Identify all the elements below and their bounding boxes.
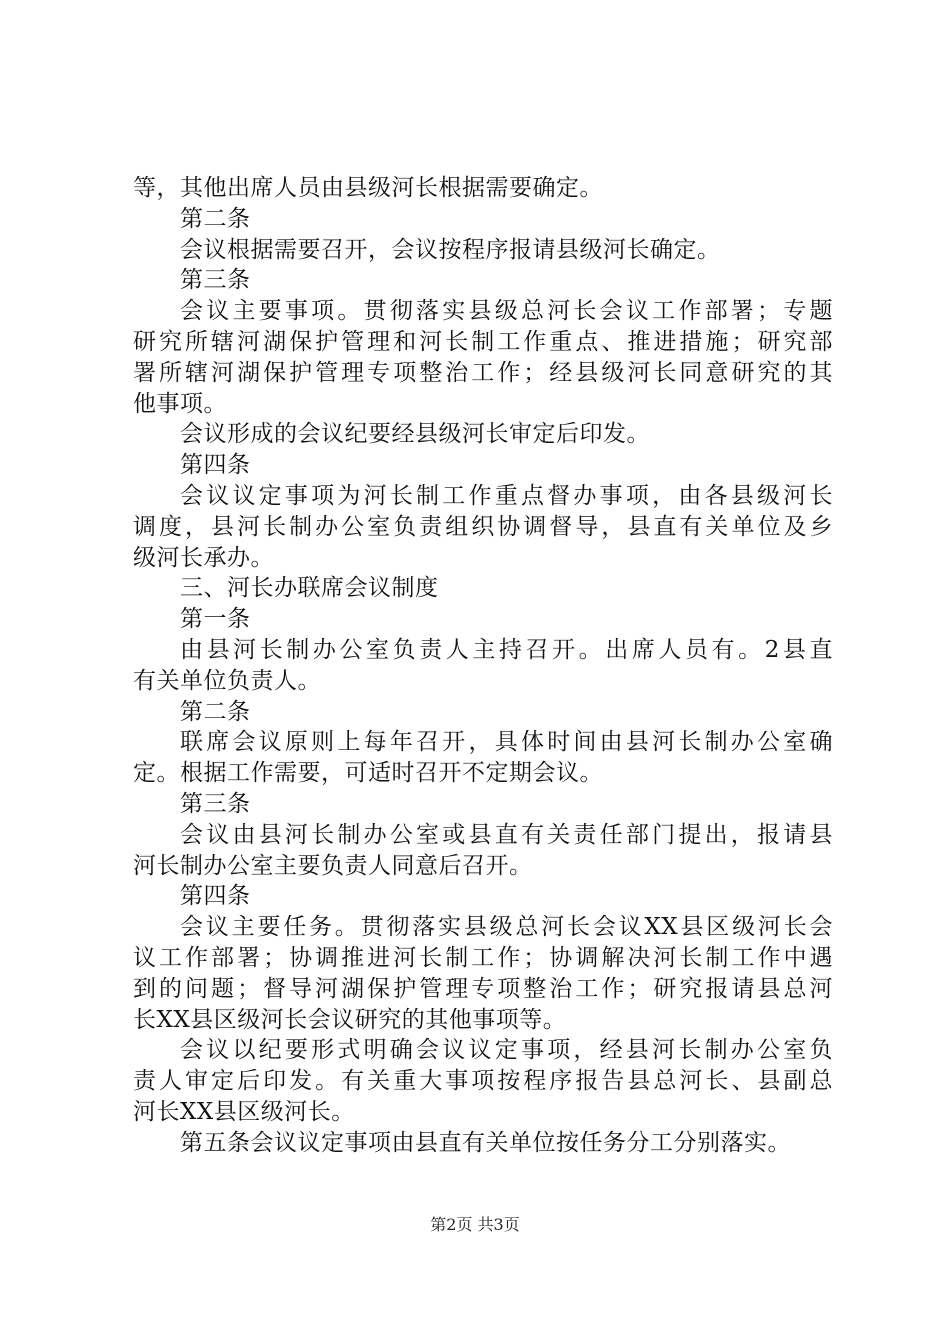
text-line: 研究所辖河湖保护管理和河长制工作重点、推进措施；研究部 <box>133 328 833 355</box>
document-body <box>133 173 833 1159</box>
text-line: 会议根据需要召开，会议按程序报请县级河长确定。 <box>180 236 721 263</box>
article-heading: 第三条 <box>180 790 251 817</box>
text-line: 由县河长制办公室负责人主持召开。出席人员有。2县直 <box>180 636 833 663</box>
text-line: 第五条会议议定事项由县直有关单位按任务分工分别落实。 <box>180 1129 791 1156</box>
article-heading: 第二条 <box>180 698 251 725</box>
article-heading: 第二条 <box>180 205 251 232</box>
text-line: 他事项。 <box>133 390 227 417</box>
text-line: 署所辖河湖保护管理专项整治工作；经县级河长同意研究的其 <box>133 359 833 386</box>
text-line: 责人审定后印发。有关重大事项按程序报告县总河长、县副总 <box>133 1068 833 1095</box>
text-line: 会议主要任务。贯彻落实县级总河长会议XX县区级河长会 <box>180 914 833 941</box>
text-line: 有关单位负责人。 <box>133 667 321 694</box>
article-heading: 第一条 <box>180 606 251 633</box>
article-heading: 第四条 <box>180 452 251 479</box>
text-line: 河长XX县区级河长。 <box>133 1098 355 1125</box>
text-line: 会议主要事项。贯彻落实县级总河长会议工作部署；专题 <box>180 298 833 325</box>
article-heading: 第四条 <box>180 883 251 910</box>
text-line: 议工作部署；协调推进河长制工作；协调解决河长制工作中遇 <box>133 944 833 971</box>
text-line: 到的问题；督导河湖保护管理专项整治工作；研究报请县总河 <box>133 975 833 1002</box>
text-line: 长XX县区级河长会议研究的其他事项等。 <box>133 1006 567 1033</box>
text-line: 定。根据工作需要，可适时召开不定期会议。 <box>133 760 603 787</box>
text-line: 调度，县河长制办公室负责组织协调督导，县直有关单位及乡 <box>133 513 833 540</box>
text-line: 会议以纪要形式明确会议议定事项，经县河长制办公室负 <box>180 1037 833 1064</box>
article-heading: 第三条 <box>180 267 251 294</box>
text-line: 等，其他出席人员由县级河长根据需要确定。 <box>133 175 603 201</box>
text-line: 河长制办公室主要负责人同意后召开。 <box>133 852 533 879</box>
text-line: 级河长承办。 <box>133 544 274 571</box>
text-line: 会议由县河长制办公室或县直有关责任部门提出，报请县 <box>180 821 833 848</box>
text-line: 联席会议原则上每年召开，具体时间由县河长制办公室确 <box>180 729 833 756</box>
text-line: 会议议定事项为河长制工作重点督办事项，由各县级河长 <box>180 482 833 509</box>
page-number-footer: 第2页 共3页 <box>430 1215 520 1234</box>
text-line: 会议形成的会议纪要经县级河长审定后印发。 <box>180 421 650 448</box>
section-heading: 三、河长办联席会议制度 <box>180 575 439 602</box>
